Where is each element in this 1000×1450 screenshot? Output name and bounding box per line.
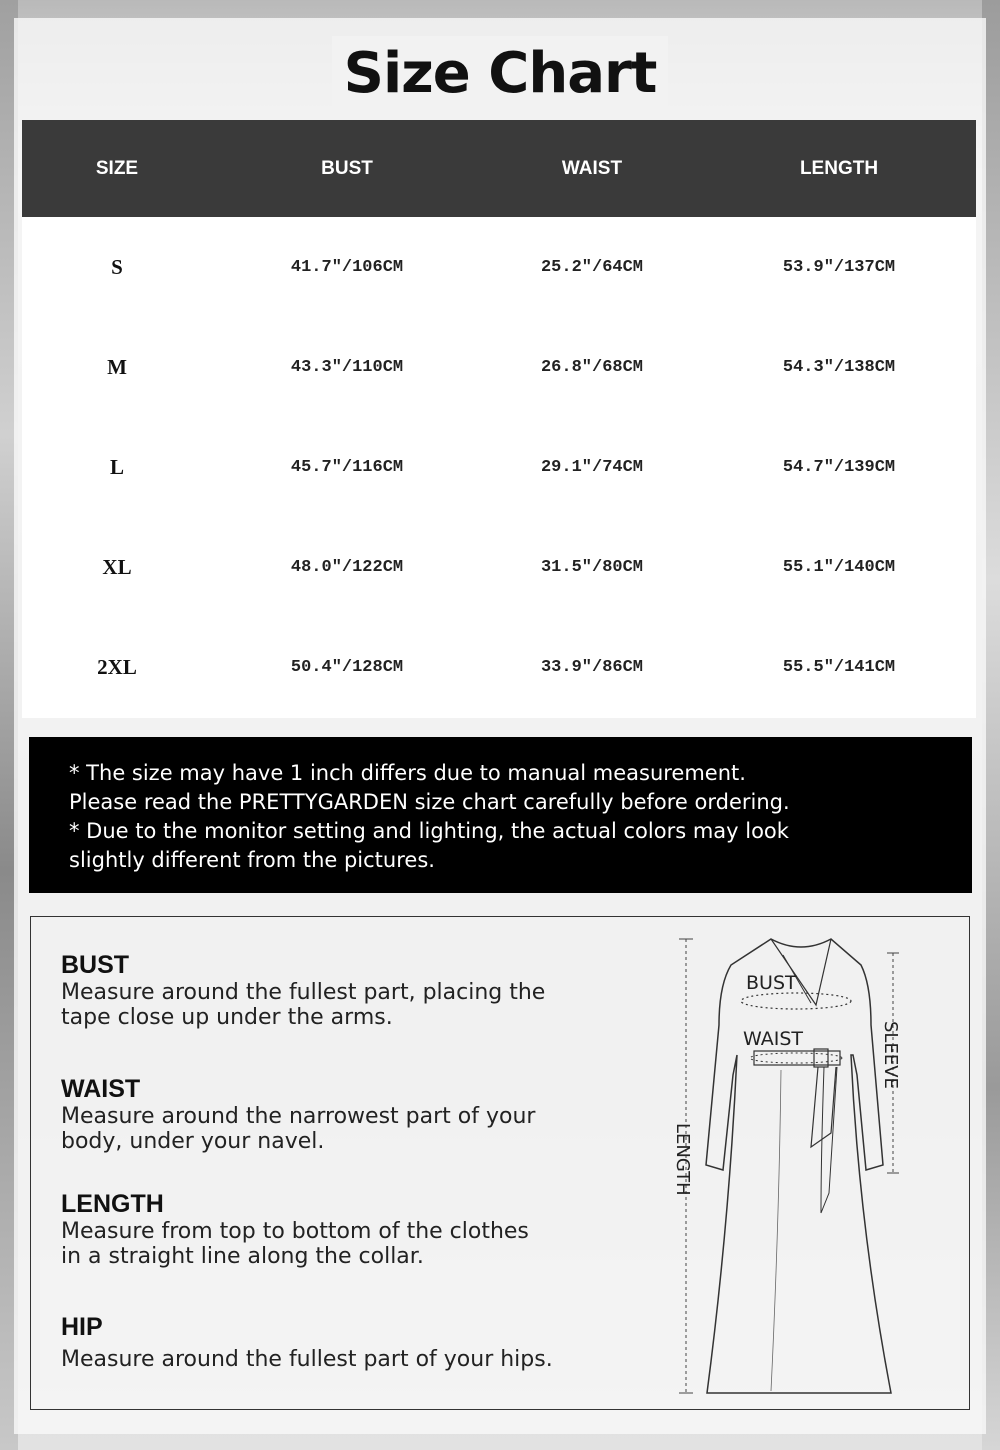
cell-length: 55.1"/140CM bbox=[782, 557, 896, 577]
note-line: slightly different from the pictures. bbox=[69, 848, 435, 872]
header-length: LENGTH bbox=[799, 157, 879, 179]
header-waist: WAIST bbox=[561, 157, 623, 179]
cell-bust: 48.0"/122CM bbox=[290, 557, 404, 577]
guide-heading: HIP bbox=[61, 1313, 103, 1341]
cell-bust: 45.7"/116CM bbox=[290, 457, 404, 477]
table-row bbox=[22, 517, 976, 617]
guide-heading: BUST bbox=[61, 951, 130, 979]
cell-size: L bbox=[109, 454, 124, 479]
size-table bbox=[22, 120, 976, 718]
header-bust: BUST bbox=[321, 157, 373, 179]
guide-text: tape close up under the arms. bbox=[61, 1005, 393, 1030]
table-header bbox=[22, 120, 976, 217]
notes-box bbox=[29, 737, 972, 893]
title-container bbox=[0, 36, 1000, 112]
note-line: Please read the PRETTYGARDEN size chart carefully before ordering. bbox=[69, 790, 790, 814]
waist-label: WAIST bbox=[743, 1028, 804, 1050]
page-title: Size Chart bbox=[332, 36, 669, 112]
bust-label: BUST bbox=[746, 972, 797, 994]
guide-item-bust bbox=[61, 950, 641, 1030]
table-row bbox=[22, 617, 976, 717]
cell-length: 55.5"/141CM bbox=[782, 657, 896, 677]
guide-text: Measure from top to bottom of the clothes bbox=[61, 1219, 529, 1244]
length-label: LENGTH bbox=[672, 1123, 693, 1196]
cell-size: XL bbox=[102, 554, 132, 579]
cell-waist: 33.9"/86CM bbox=[540, 657, 644, 677]
guide-item-hip bbox=[61, 1312, 641, 1372]
cell-waist: 26.8"/68CM bbox=[540, 357, 644, 377]
guide-item-waist bbox=[61, 1074, 641, 1154]
cell-length: 54.7"/139CM bbox=[782, 457, 896, 477]
cell-size: 2XL bbox=[97, 654, 137, 679]
guide-item-length bbox=[61, 1189, 641, 1269]
measurement-guide bbox=[30, 916, 970, 1410]
guide-text: body, under your navel. bbox=[61, 1129, 325, 1154]
header-size: SIZE bbox=[95, 157, 139, 179]
guide-heading: WAIST bbox=[61, 1075, 141, 1103]
cell-waist: 29.1"/74CM bbox=[540, 457, 644, 477]
table-row bbox=[22, 217, 976, 317]
guide-text: Measure around the fullest part, placing the bbox=[61, 980, 546, 1005]
guide-heading: LENGTH bbox=[61, 1190, 164, 1218]
table-row bbox=[22, 317, 976, 417]
cell-size: M bbox=[107, 354, 127, 379]
cell-length: 54.3"/138CM bbox=[782, 357, 896, 377]
cell-bust: 41.7"/106CM bbox=[290, 257, 404, 277]
guide-text: in a straight line along the collar. bbox=[61, 1244, 424, 1269]
cell-bust: 50.4"/128CM bbox=[290, 657, 404, 677]
cell-length: 53.9"/137CM bbox=[782, 257, 896, 277]
cell-bust: 43.3"/110CM bbox=[290, 357, 404, 377]
cell-waist: 31.5"/80CM bbox=[540, 557, 644, 577]
cell-size: S bbox=[111, 254, 123, 279]
dress-diagram bbox=[671, 925, 931, 1405]
cell-waist: 25.2"/64CM bbox=[540, 257, 644, 277]
note-line: * Due to the monitor setting and lighting, the actual colors may look bbox=[69, 819, 789, 843]
note-line: * The size may have 1 inch differs due to manual measurement. bbox=[69, 761, 746, 785]
guide-text: Measure around the fullest part of your hips. bbox=[61, 1347, 553, 1372]
guide-text: Measure around the narrowest part of your bbox=[61, 1104, 536, 1129]
sleeve-label: SLEEVE bbox=[880, 1021, 901, 1089]
table-row bbox=[22, 417, 976, 517]
